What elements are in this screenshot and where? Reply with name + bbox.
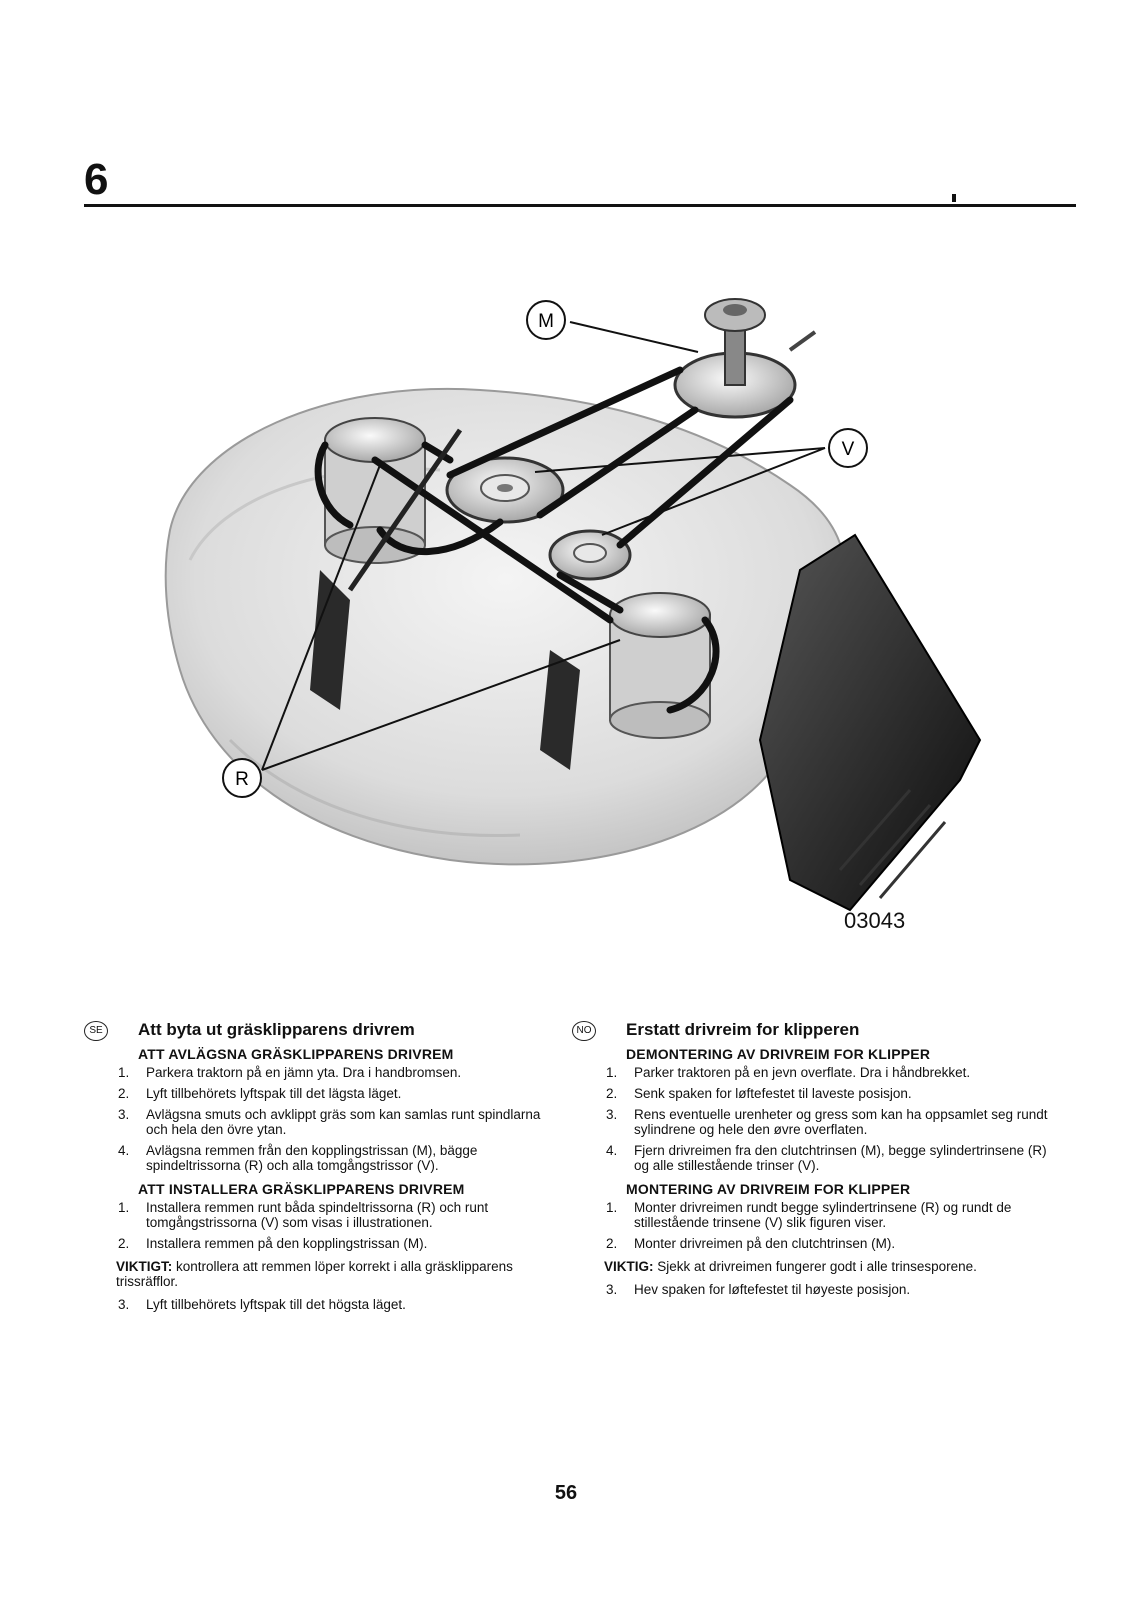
mower-deck-belt-diagram [150,270,1020,970]
callout-v-label: V [841,439,855,460]
callout-v [829,429,867,467]
clutch-pulley [675,299,815,417]
callout-m-label: M [538,311,554,332]
section-norwegian [576,1020,1049,1305]
remove-heading-se: ATT AVLÄGSNA GRÄSKLIPPARENS DRIVREM [138,1046,454,1062]
language-badge-no: NO [572,1021,596,1041]
page-number: 56 [554,1482,578,1504]
callout-r [223,759,261,797]
list-item: 4. Fjern drivreimen fra den clutchtrinsen (M), begge sylindertrinsene (R) og alle stillestående trinser (V). [606,1143,1047,1173]
header-rule [84,204,1076,207]
right-spindle-pulley [610,593,710,738]
list-item: 3. Lyft tillbehörets lyftspak till det högsta läget. [118,1297,406,1312]
important-note-se: VIKTIGT: kontrollera att remmen löper korrekt i alla gräsklipparens trissräfflor. [116,1259,513,1289]
callout-m [527,301,565,339]
list-item: 2. Senk spaken for løftefestet til laveste posisjon. [606,1086,912,1101]
install-heading-se: ATT INSTALLERA GRÄSKLIPPARENS DRIVREM [138,1181,465,1197]
idler-pulley-lower [550,531,630,579]
list-item: 2. Monter drivreimen på den clutchtrinsen (M). [606,1236,896,1251]
section-title-se: Att byta ut gräsklipparens drivrem [138,1020,415,1039]
header-tick-mark [952,194,956,202]
chapter-number: 6 [84,155,109,204]
figure-number: 03043 [844,908,906,933]
important-note-no: VIKTIG: Sjekk at drivreimen fungerer godt i alle trinsesporene. [604,1259,977,1274]
list-item: 1. Monter drivreimen rundt begge sylindertrinsene (R) og rundt de stillestående trinsene (V) slik figuren viser. [606,1200,1012,1230]
callout-r-label: R [235,769,249,790]
list-item: 1. Installera remmen runt båda spindeltrissorna (R) och runt tomgångstrissorna (V) som visas i illustrationen. [118,1200,489,1230]
list-item: 2. Lyft tillbehörets lyftspak till det lägsta läget. [118,1086,402,1101]
list-item: 4. Avlägsna remmen från den kopplingstrissan (M), bägge spindeltrissorna (R) och alla tomgångstrissor (V). [118,1143,478,1173]
list-item: 1. Parkera traktorn på en jämn yta. Dra i handbromsen. [118,1065,462,1080]
list-item: 2. Installera remmen på den kopplingstrissan (M). [118,1236,428,1251]
list-item: 3. Avlägsna smuts och avklippt gräs som kan samlas runt spindlarna och hela den övre ytan. [118,1107,541,1137]
list-item: 3. Hev spaken for løftefestet til høyeste posisjon. [606,1282,911,1297]
section-title-no: Erstatt drivreim for klipperen [626,1020,860,1039]
language-badge-se: SE [84,1021,108,1041]
remove-heading-no: DEMONTERING AV DRIVREIM FOR KLIPPER [626,1046,931,1062]
install-heading-no: MONTERING AV DRIVREIM FOR KLIPPER [626,1181,911,1197]
left-spindle-pulley [325,418,425,563]
list-item: 1. Parker traktoren på en jevn overflate. Dra i håndbrekket. [606,1065,971,1080]
section-swedish [89,1020,561,1320]
list-item: 3. Rens eventuelle urenheter og gress som kan ha oppsamlet seg rundt sylindrene og hele den øvre overflaten. [606,1107,1048,1137]
